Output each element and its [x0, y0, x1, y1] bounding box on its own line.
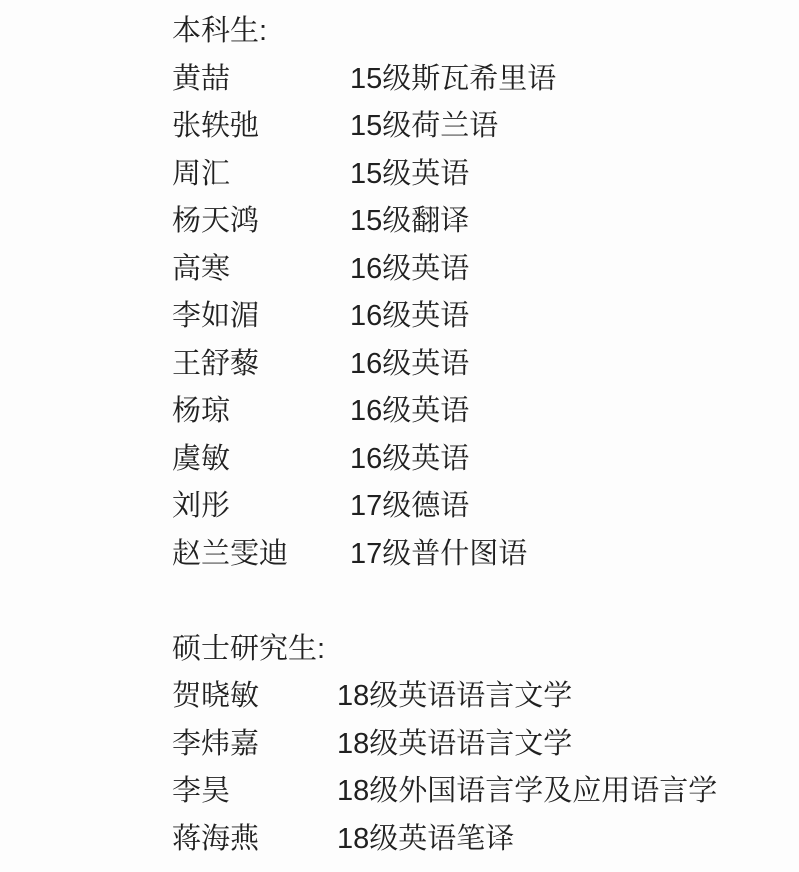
student-name: 黄喆 [172, 62, 231, 95]
student-name: 李炜嘉 [172, 727, 260, 760]
section-gap [172, 578, 799, 626]
student-program: 15级斯瓦希里语 [350, 62, 557, 95]
student-row [172, 673, 799, 721]
student-name: 王舒藜 [172, 347, 260, 380]
student-program: 15级英语 [350, 157, 470, 190]
student-row [172, 768, 799, 816]
undergraduate-header: 本科生: [172, 15, 268, 48]
student-program: 16级英语 [350, 300, 470, 333]
student-row [172, 531, 799, 579]
student-row [172, 103, 799, 151]
student-name: 蒋海燕 [172, 822, 260, 855]
student-program: 18级英语语言文学 [337, 680, 573, 713]
student-row [172, 483, 799, 531]
section-undergraduate [172, 8, 799, 578]
student-row [172, 293, 799, 341]
student-program: 16级英语 [350, 347, 470, 380]
student-row [172, 388, 799, 436]
student-row [172, 246, 799, 294]
student-name: 刘彤 [172, 490, 231, 523]
student-name: 周汇 [172, 157, 231, 190]
student-name: 张轶弛 [172, 110, 260, 143]
student-program: 18级英语笔译 [337, 822, 515, 855]
student-name: 贺晓敏 [172, 680, 260, 713]
student-row [172, 56, 799, 104]
student-name: 杨天鸿 [172, 205, 260, 238]
student-row [172, 816, 799, 864]
student-row [172, 721, 799, 769]
student-row [172, 436, 799, 484]
student-name: 李如湄 [172, 300, 260, 333]
student-row [172, 198, 799, 246]
student-program: 17级普什图语 [350, 537, 528, 570]
student-name: 虞敏 [172, 442, 231, 475]
student-program: 15级翻译 [350, 205, 470, 238]
student-program: 15级荷兰语 [350, 110, 499, 143]
student-program: 16级英语 [350, 252, 470, 285]
student-program: 16级英语 [350, 395, 470, 428]
student-name: 杨琼 [172, 395, 231, 428]
student-program: 18级外国语言学及应用语言学 [337, 775, 718, 808]
section-header-row [172, 8, 799, 56]
student-name: 高寒 [172, 252, 231, 285]
student-program: 17级德语 [350, 490, 470, 523]
student-program: 18级英语语言文学 [337, 727, 573, 760]
student-name: 李昊 [172, 775, 231, 808]
section-header-row [172, 626, 799, 674]
masters-header: 硕士研究生: [172, 632, 326, 665]
student-program: 16级英语 [350, 442, 470, 475]
student-name: 赵兰雯迪 [172, 537, 289, 570]
section-masters [172, 626, 799, 864]
student-row [172, 151, 799, 199]
student-row [172, 341, 799, 389]
